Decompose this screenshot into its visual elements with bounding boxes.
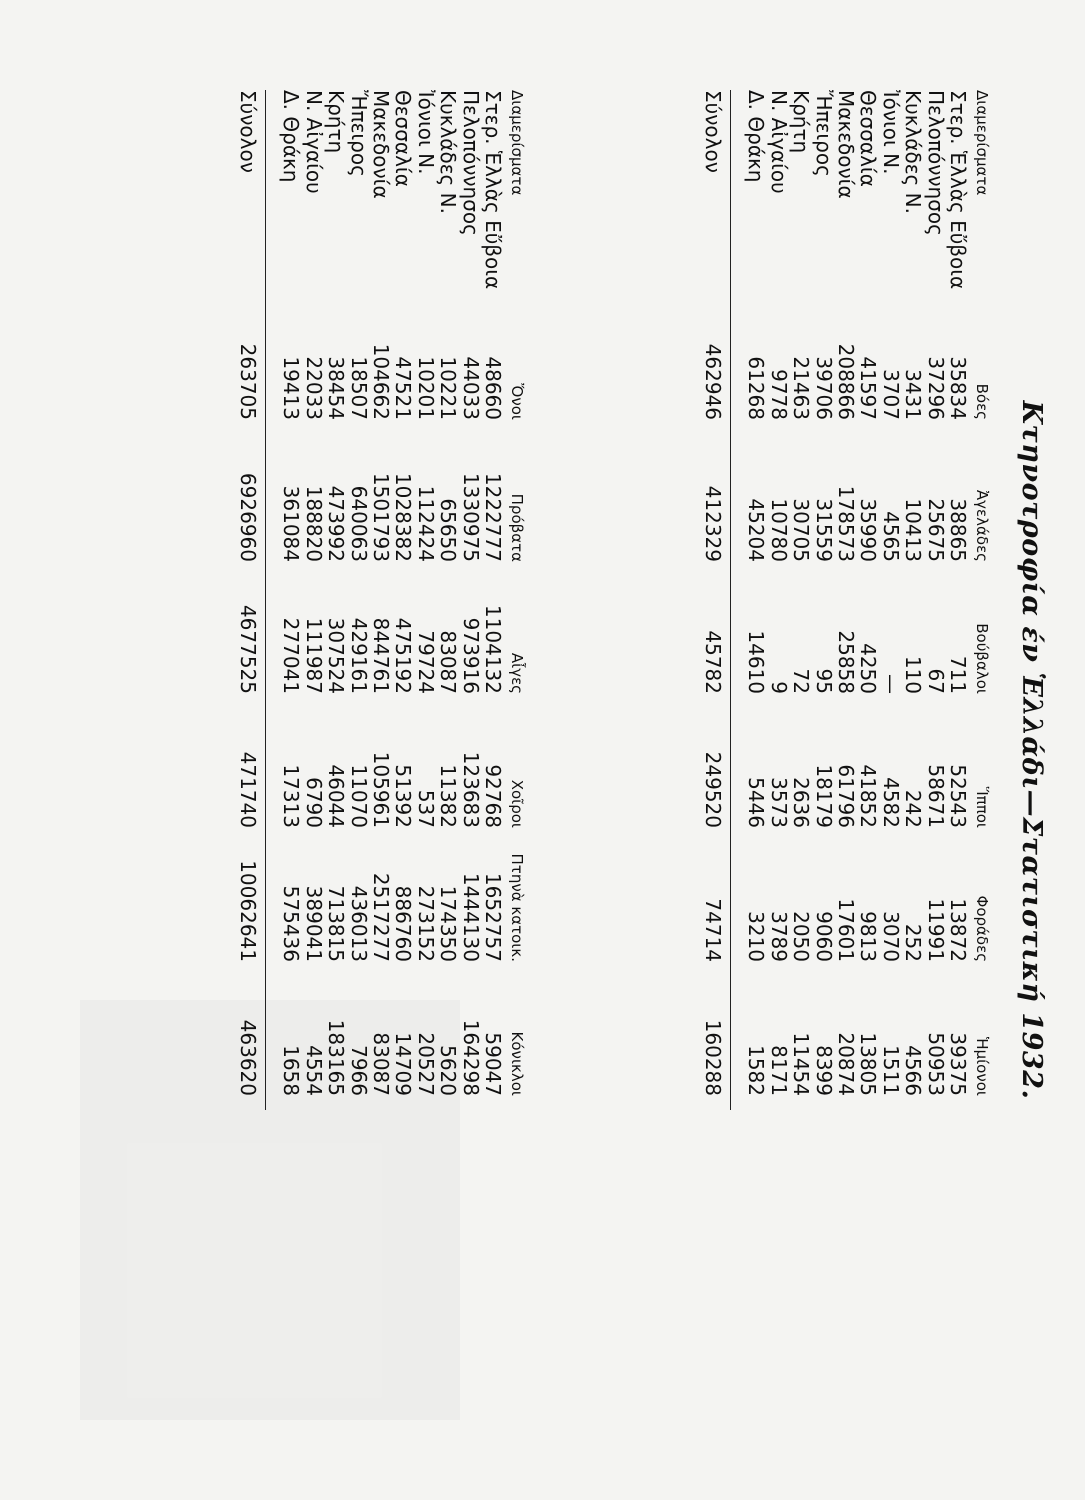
header-cell: Πτηνὰ κατοικ.	[508, 853, 526, 962]
value-cell: 2517277	[368, 872, 393, 962]
value-cell: 18507	[346, 356, 371, 420]
header-cell: Ἵπποι	[973, 786, 991, 828]
value-cell: 575436	[279, 885, 304, 962]
value-cell: 52543	[946, 764, 970, 828]
table-row	[767, 90, 789, 1110]
value-cell: 6790	[301, 777, 326, 828]
table-row	[902, 90, 924, 1110]
total-row	[231, 90, 266, 1110]
value-cell: 37296	[923, 356, 948, 420]
value-cell: 436013	[346, 885, 371, 962]
total-divider	[730, 90, 745, 1110]
total-label: Σύνολον	[700, 90, 725, 173]
value-cell: 13872	[946, 898, 970, 962]
value-cell: 5446	[744, 777, 769, 828]
value-cell: 208866	[833, 343, 858, 420]
value-cell: 50953	[923, 1032, 948, 1096]
value-cell: 5620	[436, 1045, 461, 1096]
region-label: Θεσσαλία	[391, 90, 416, 187]
value-cell: 1511	[878, 1045, 903, 1096]
table-row	[790, 90, 812, 1110]
value-cell: 1028382	[391, 472, 416, 562]
table-row	[459, 90, 481, 1110]
value-cell: 61796	[833, 764, 858, 828]
value-cell: 886760	[391, 885, 416, 962]
value-cell: 429161	[346, 617, 371, 694]
value-cell: 473992	[324, 485, 349, 562]
table-row	[857, 90, 879, 1110]
value-cell: 3707	[878, 369, 903, 420]
value-cell: 1444130	[458, 872, 483, 962]
value-cell: 3070	[878, 911, 903, 962]
value-cell: 59047	[481, 1032, 505, 1096]
header-cell: Πρόβατα	[508, 493, 526, 562]
value-cell: 11382	[436, 764, 461, 828]
value-cell: 174350	[436, 885, 461, 962]
value-cell: 58671	[923, 764, 948, 828]
table-row	[437, 90, 459, 1110]
value-cell: 4566	[901, 1045, 926, 1096]
value-cell: 164298	[458, 1019, 483, 1096]
region-label: Δ. Θράκη	[279, 90, 304, 183]
value-cell: 1222777	[481, 472, 505, 562]
page-title: Κτηνοτροφία έν Ἑλλάδι—Στατιστική 1932.	[1016, 400, 1047, 1100]
total-label: Σύνολον	[235, 90, 260, 173]
total-value: 471740	[235, 751, 260, 828]
value-cell: 123683	[458, 751, 483, 828]
value-cell: 9813	[856, 911, 881, 962]
region-label: Πελοπόννησος	[458, 90, 483, 236]
value-cell: 51392	[391, 764, 416, 828]
table-row	[745, 90, 767, 1110]
region-label: Κυκλάδες Ν.	[436, 90, 461, 214]
table-row	[302, 90, 324, 1110]
region-label: Δ. Θράκη	[744, 90, 769, 183]
region-label: Ἰόνιοι Ν.	[413, 90, 438, 175]
total-value: 74714	[700, 898, 725, 962]
table-row	[482, 90, 504, 1110]
region-label: Στερ. Ἑλλὰς Εὔβοια	[946, 90, 970, 290]
region-label: Μακεδονία	[368, 90, 393, 199]
value-cell: 39375	[946, 1032, 970, 1096]
value-cell: 10780	[766, 498, 791, 562]
total-value: 263705	[235, 343, 260, 420]
value-cell: 188820	[301, 485, 326, 562]
value-cell: 39706	[811, 356, 836, 420]
header-cell: Διαμερίσματα	[973, 90, 991, 196]
value-cell: 18179	[811, 764, 836, 828]
region-label: Ἤπειρος	[811, 90, 836, 177]
value-cell: 713815	[324, 885, 349, 962]
value-cell: 4554	[301, 1045, 326, 1096]
value-cell: 3210	[744, 911, 769, 962]
total-divider	[265, 90, 280, 1110]
value-cell: 475192	[391, 617, 416, 694]
table-row	[280, 90, 302, 1110]
value-cell: 4565	[878, 511, 903, 562]
value-cell: 25675	[923, 498, 948, 562]
value-cell: 31559	[811, 498, 836, 562]
value-cell: 25858	[833, 630, 858, 694]
livestock-table-2	[231, 90, 530, 1110]
region-label: Ν. Αἰγαίου	[766, 90, 791, 194]
value-cell: 79724	[413, 630, 438, 694]
value-cell: 10221	[436, 356, 461, 420]
value-cell: 307524	[324, 617, 349, 694]
total-value: 45782	[700, 630, 725, 694]
header-cell: Διαμερίσματα	[508, 90, 526, 196]
value-cell: 537	[413, 789, 438, 828]
total-value: 10062641	[235, 860, 260, 962]
region-label: Κρήτη	[789, 90, 814, 154]
region-label: Ἤπειρος	[346, 90, 371, 177]
value-cell: 61268	[744, 356, 769, 420]
value-cell: 11070	[346, 764, 371, 828]
value-cell: 3789	[766, 911, 791, 962]
value-cell: 1582	[744, 1045, 769, 1096]
value-cell: 2050	[789, 911, 814, 962]
value-cell: 21463	[789, 356, 814, 420]
value-cell: 844761	[368, 617, 393, 694]
value-cell: 178573	[833, 485, 858, 562]
value-cell: 11991	[923, 898, 948, 962]
table-body	[231, 90, 504, 1110]
value-cell: 22033	[301, 356, 326, 420]
value-cell: 20527	[413, 1032, 438, 1096]
value-cell: 44033	[458, 356, 483, 420]
value-cell: —	[878, 674, 903, 694]
value-cell: 19413	[279, 356, 304, 420]
value-cell: 72	[789, 668, 814, 694]
header-cell: Ἀγελάδες	[973, 489, 991, 562]
value-cell: 95	[811, 668, 836, 694]
value-cell: 83087	[436, 630, 461, 694]
value-cell: 17601	[833, 898, 858, 962]
total-value: 4677525	[235, 604, 260, 694]
value-cell: 10201	[413, 356, 438, 420]
value-cell: 30705	[789, 498, 814, 562]
value-cell: 105961	[368, 751, 393, 828]
value-cell: 112424	[413, 485, 438, 562]
value-cell: 45204	[744, 498, 769, 562]
total-value: 249520	[700, 751, 725, 828]
value-cell: 640063	[346, 485, 371, 562]
value-cell: 20874	[833, 1032, 858, 1096]
value-cell: 41597	[856, 356, 881, 420]
value-cell: 38865	[946, 498, 970, 562]
total-value: 462946	[700, 343, 725, 420]
value-cell: 4582	[878, 777, 903, 828]
value-cell: 1652757	[481, 872, 505, 962]
total-value: 160288	[700, 1019, 725, 1096]
value-cell: 10413	[901, 498, 926, 562]
table-row	[812, 90, 834, 1110]
value-cell: 104662	[368, 343, 393, 420]
value-cell: 711	[946, 655, 970, 694]
table-header-row	[969, 90, 995, 1110]
table-body	[696, 90, 969, 1110]
table-row	[835, 90, 857, 1110]
value-cell: 65650	[436, 498, 461, 562]
value-cell: 14709	[391, 1032, 416, 1096]
value-cell: 92768	[481, 764, 505, 828]
total-value: 412329	[700, 485, 725, 562]
value-cell: 4250	[856, 643, 881, 694]
table-row	[325, 90, 347, 1110]
value-cell: 38454	[324, 356, 349, 420]
header-cell: Βούβαλοι	[973, 623, 991, 694]
value-cell: 35834	[946, 356, 970, 420]
value-cell: 1658	[279, 1045, 304, 1096]
value-cell: 47521	[391, 356, 416, 420]
header-cell: Ὄνοι	[508, 383, 526, 420]
value-cell: 1501793	[368, 472, 393, 562]
table-row	[879, 90, 901, 1110]
value-cell: 46044	[324, 764, 349, 828]
region-label: Ἰόνιοι Ν.	[878, 90, 903, 175]
total-value: 463620	[235, 1019, 260, 1096]
region-label: Στερ. Ἑλλὰς Εὔβοια	[481, 90, 505, 290]
value-cell: 111987	[301, 617, 326, 694]
value-cell: 110	[901, 655, 926, 694]
value-cell: 3431	[901, 369, 926, 420]
header-cell: Φοράδες	[973, 895, 991, 962]
header-cell: Αἶγες	[508, 652, 526, 694]
value-cell: 9	[766, 681, 791, 694]
table-row	[370, 90, 392, 1110]
value-cell: 361084	[279, 485, 304, 562]
table-row	[414, 90, 436, 1110]
total-row	[696, 90, 731, 1110]
value-cell: 1104132	[481, 604, 505, 694]
value-cell: 48660	[481, 356, 505, 420]
table-row	[924, 90, 946, 1110]
table-header-row	[504, 90, 530, 1110]
table-row	[947, 90, 969, 1110]
header-cell: Κόνικλοι	[508, 1031, 526, 1096]
value-cell: 17313	[279, 764, 304, 828]
value-cell: 183165	[324, 1019, 349, 1096]
value-cell: 242	[901, 789, 926, 828]
table-row	[347, 90, 369, 1110]
value-cell: 14610	[744, 630, 769, 694]
value-cell: 7966	[346, 1045, 371, 1096]
table-row	[392, 90, 414, 1110]
region-label: Μακεδονία	[833, 90, 858, 199]
livestock-table-1	[696, 90, 995, 1110]
region-label: Κρήτη	[324, 90, 349, 154]
total-value: 6926960	[235, 472, 260, 562]
value-cell: 2636	[789, 777, 814, 828]
value-cell: 1330975	[458, 472, 483, 562]
value-cell: 389041	[301, 885, 326, 962]
header-cell: Χοῖροι	[508, 779, 526, 828]
value-cell: 11454	[789, 1032, 814, 1096]
header-cell: Ἡμίονοι	[973, 1037, 991, 1096]
value-cell: 9060	[811, 911, 836, 962]
value-cell: 252	[901, 923, 926, 962]
value-cell: 67	[923, 668, 948, 694]
region-label: Κυκλάδες Ν.	[901, 90, 926, 214]
value-cell: 35990	[856, 498, 881, 562]
value-cell: 273152	[413, 885, 438, 962]
value-cell: 3573	[766, 777, 791, 828]
region-label: Ν. Αἰγαίου	[301, 90, 326, 194]
value-cell: 13805	[856, 1032, 881, 1096]
value-cell: 41852	[856, 764, 881, 828]
value-cell: 277041	[279, 617, 304, 694]
value-cell: 83087	[368, 1032, 393, 1096]
region-label: Πελοπόννησος	[923, 90, 948, 236]
value-cell: 973916	[458, 617, 483, 694]
header-cell: Βόες	[973, 383, 991, 420]
value-cell: 9778	[766, 369, 791, 420]
value-cell: 8171	[766, 1045, 791, 1096]
value-cell: 8399	[811, 1045, 836, 1096]
region-label: Θεσσαλία	[856, 90, 881, 187]
